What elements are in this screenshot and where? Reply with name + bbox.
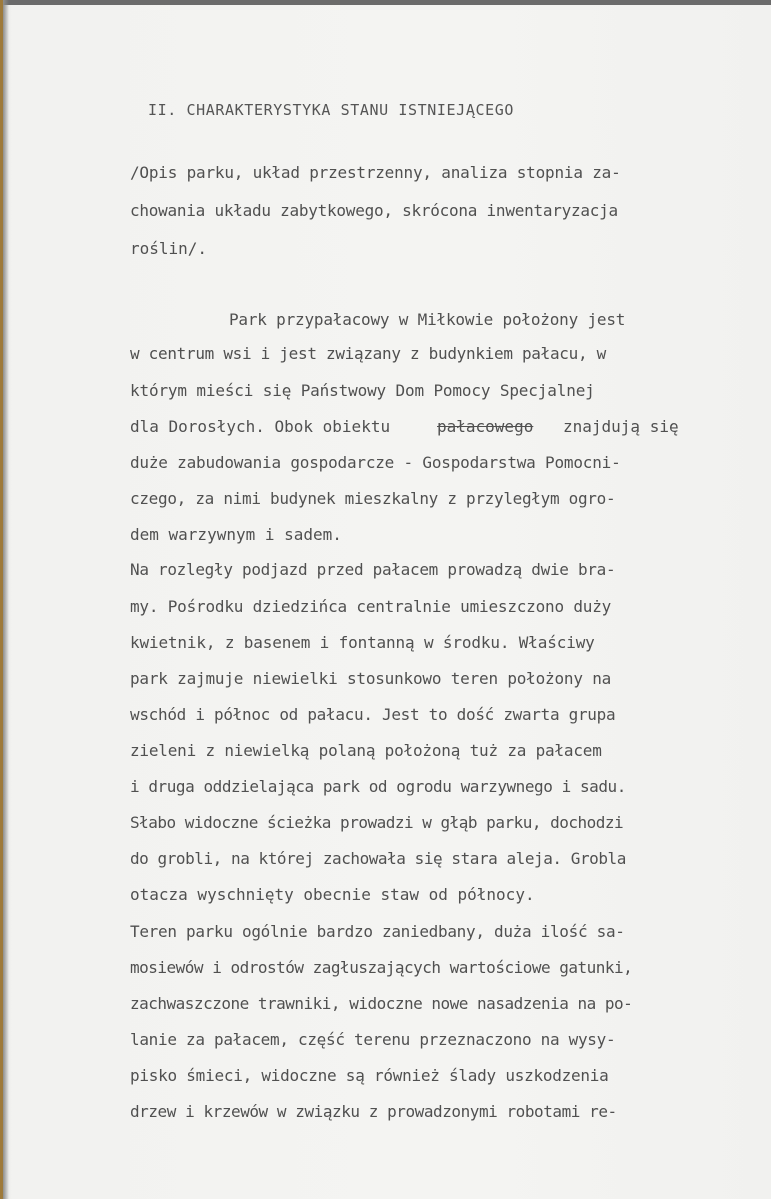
body-line: znajdują się — [563, 417, 679, 436]
body-line: kwietnik, z basenem i fontanną w środku. Właściwy — [130, 633, 595, 652]
body-line: którym mieści się Państwowy Dom Pomocy Specjalnej — [130, 381, 595, 400]
body-line: do grobli, na której zachowała się stara aleja. Grobla — [130, 849, 626, 868]
body-line: my. Pośrodku dziedzińca centralnie umieszczono duży — [130, 597, 612, 616]
body-line: drzew i krzewów w związku z prowadzonymi robotami re- — [130, 1102, 617, 1121]
body-line: dla Dorosłych. Obok obiektu — [130, 417, 391, 436]
section-heading: II. CHARAKTERYSTYKA STANU ISTNIEJĄCEGO — [148, 101, 514, 119]
struck-out-word: pałacowego — [437, 417, 534, 436]
body-line: zieleni z niewielką polaną położoną tuż za pałacem — [130, 741, 602, 760]
body-line: czego, za nimi budynek mieszkalny z przyległym ogro- — [130, 489, 616, 508]
body-line: pisko śmieci, widoczne są również ślady uszkodzenia — [130, 1066, 609, 1085]
body-line: w centrum wsi i jest związany z budynkiem pałacu, w — [130, 344, 606, 363]
intro-line: roślin/. — [130, 239, 208, 258]
body-line: mosiewów i odrostów zagłuszających wartościowe gatunki, — [130, 958, 633, 977]
body-line: Park przypałacowy w Miłkowie położony jest — [229, 310, 626, 329]
intro-line: chowania układu zabytkowego, skrócona inwentaryzacja — [130, 201, 618, 220]
body-line: Na rozległy podjazd przed pałacem prowadzą dwie bra- — [130, 560, 616, 579]
body-line: duże zabudowania gospodarcze - Gospodarstwa Pomocni- — [130, 453, 621, 472]
body-line: wschód i północ od pałacu. Jest to dość zwarta grupa — [130, 705, 616, 724]
body-line: Słabo widoczne ścieżka prowadzi w głąb parku, dochodzi — [130, 813, 624, 832]
body-line: zachwaszczone trawniki, widoczne nowe nasadzenia na po- — [130, 994, 633, 1013]
body-line: dem warzywnym i sadem. — [130, 525, 342, 544]
body-line: i druga oddzielająca park od ogrodu warzywnego i sadu. — [130, 777, 626, 796]
body-line: park zajmuje niewielki stosunkowo teren położony na — [130, 669, 612, 688]
intro-line: /Opis parku, układ przestrzenny, analiza stopnia za- — [130, 163, 621, 182]
body-line: lanie za pałacem, część terenu przeznaczono na wysy- — [130, 1030, 616, 1049]
body-line: Teren parku ogólnie bardzo zaniedbany, duża ilość sa- — [130, 922, 625, 941]
body-line: otacza wyschnięty obecnie staw od północy. — [130, 885, 535, 904]
